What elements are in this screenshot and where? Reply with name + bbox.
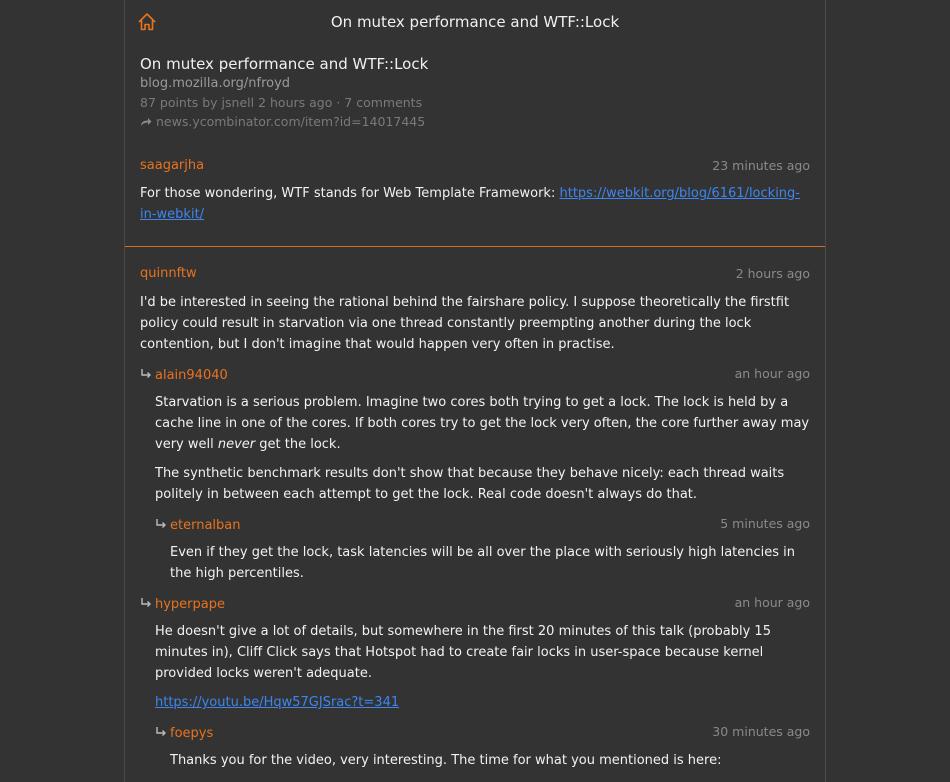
comment-header (140, 155, 810, 175)
comment-author[interactable]: hyperpape (155, 596, 225, 612)
reply-arrow-icon (155, 726, 167, 738)
comment-link[interactable]: https://webkit.org/blog/6161/locking-in-webkit/ (140, 186, 800, 222)
comment (125, 155, 825, 225)
comment-reply (125, 363, 825, 505)
comment-header (140, 363, 810, 383)
comment-header (140, 263, 810, 283)
comment-link[interactable]: https://youtu.be/Hqw57GJSrac?t=341 (155, 695, 400, 710)
comment-body (155, 542, 810, 584)
page-title: On mutex performance and WTF::Lock (330, 13, 620, 31)
comment-time: an hour ago (734, 365, 810, 381)
comment-text: I'd be interested in seeing the rational behind the fairshare policy. I suppose theoretically the firstfit policy could result in starvation via one thread constantly preempting another during the lock contention, but I don't imagine that would happen very often in practise. (140, 295, 790, 352)
comment-time: 30 minutes ago (712, 723, 810, 739)
comment-paragraph: The synthetic benchmark results don't show that because they behave nicely: each thread waits politely in between each attempt to get the lock. Real code doesn't always do that. (155, 466, 785, 502)
story-domain[interactable]: blog.mozilla.org/nfroyd (140, 76, 291, 91)
top-bar (125, 0, 825, 46)
comment-reply (125, 721, 825, 771)
comment-author[interactable]: saagarjha (140, 157, 205, 173)
comment-time: 5 minutes ago (720, 515, 810, 531)
hn-link-text: news.ycombinator.com/item?id=14017445 (156, 114, 426, 129)
comment-header (155, 513, 810, 533)
comment-body (140, 621, 810, 713)
comment (125, 263, 825, 355)
comment-text: Even if they get the lock, task latencies will be all over the place with seriously high latencies in the high percentiles. (170, 545, 796, 581)
comment-author[interactable]: quinnftw (140, 265, 197, 281)
story-header (125, 46, 825, 131)
story-title[interactable]: On mutex performance and WTF::Lock (140, 55, 429, 73)
comment-author[interactable]: alain94040 (155, 367, 228, 383)
comment-reply (125, 513, 825, 584)
comment-header (155, 721, 810, 741)
reply-arrow-icon (140, 597, 152, 609)
comment-text: Thanks you for the video, very interesting. The time for what you mentioned is here: (170, 753, 722, 768)
story-meta: 87 points by jsnell 2 hours ago · 7 comments (140, 95, 423, 110)
thread-divider (125, 246, 825, 247)
comment-body (140, 183, 810, 225)
comment-text: He doesn't give a lot of details, but somewhere in the first 20 minutes of this talk (probably 15 minutes in), Cliff Click says that Hotspot had to create fair locks in user-space because kernel provided locks weren't adequate. (155, 624, 771, 681)
comment-reply (125, 592, 825, 713)
comment-body (155, 750, 810, 771)
comment-text: For those wondering, WTF stands for Web Template Framework: (140, 186, 560, 201)
reply-arrow-icon (140, 368, 152, 380)
hn-link[interactable] (140, 112, 810, 131)
comment-time: 2 hours ago (735, 265, 810, 281)
comment-body (140, 392, 810, 505)
comment-time: 23 minutes ago (712, 157, 810, 173)
reply-arrow-icon (155, 518, 167, 530)
comment-author[interactable]: eternalban (170, 517, 241, 533)
emphasis-text: never (217, 437, 256, 452)
share-arrow-icon (140, 117, 152, 127)
comment-header (140, 592, 810, 612)
comment-paragraph: Starvation is a serious problem. Imagine two cores both trying to get a lock. The lock is held by a cache line in one of the cores. If both cores try to get the lock very often, the core further away may very well never get the lock. (155, 395, 810, 452)
app-window (124, 0, 826, 782)
comment-time: an hour ago (734, 594, 810, 610)
comment-body (140, 292, 810, 355)
comment-author[interactable]: foepys (170, 725, 214, 741)
